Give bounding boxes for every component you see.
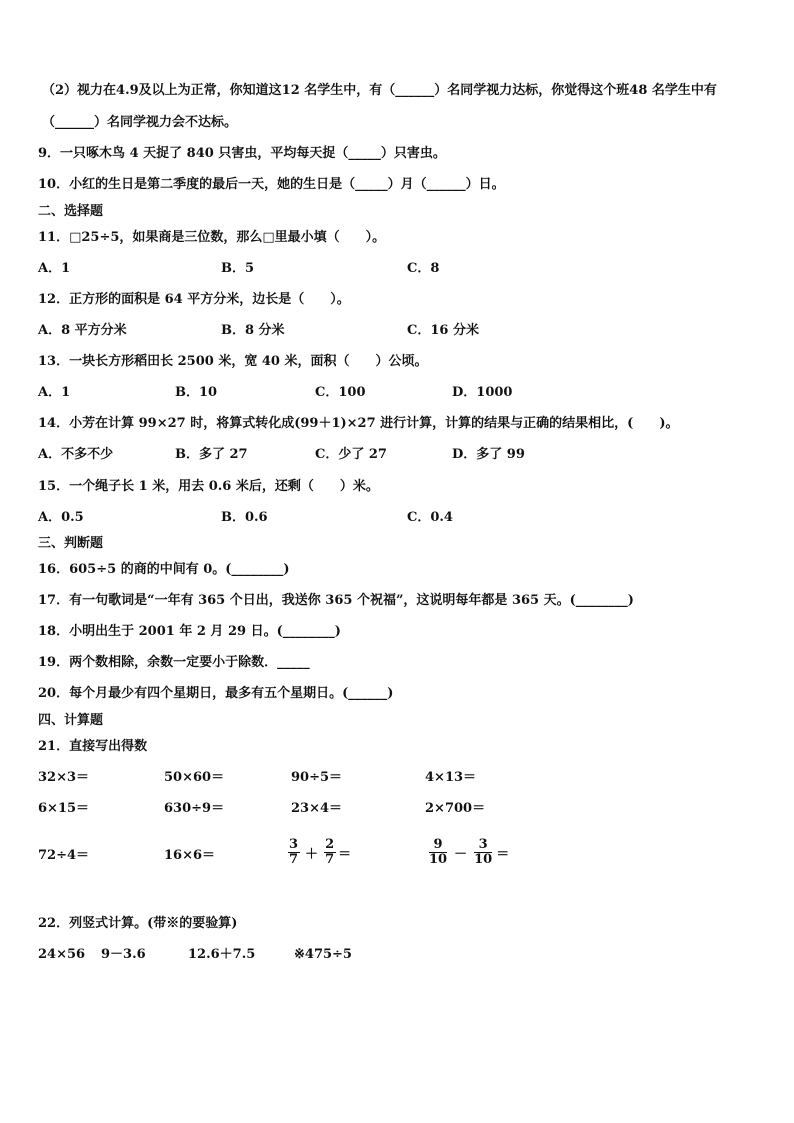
section-calc-heading: 四、计算题	[38, 713, 104, 728]
calc-21-item: 630÷9＝	[164, 801, 225, 816]
calc-21-item: 90÷5＝	[291, 770, 343, 785]
denominator: 7	[289, 852, 299, 867]
q12-option-c: C．16 分米	[407, 323, 479, 338]
calc-21-item: 6×15＝	[38, 801, 90, 816]
q14-option-b: B．多了 27	[175, 447, 248, 462]
q15-option-b: B．0.6	[221, 510, 268, 525]
calc-22-item: 9－3.6	[101, 947, 146, 962]
fraction	[323, 838, 336, 867]
calc-21-item: 23×4＝	[291, 801, 343, 816]
q13-option-c: C．100	[315, 385, 366, 400]
question-11: 11．□25÷5，如果商是三位数，那么□里最小填（ ）。	[38, 230, 386, 245]
section-judge-heading: 三、判断题	[38, 536, 104, 551]
q15-option-a: A．0.5	[38, 510, 84, 525]
calc-21-item: 16×6＝	[164, 848, 216, 863]
calc-21-item: 72÷4＝	[38, 848, 90, 863]
numerator: 3	[478, 837, 488, 852]
calc-21-item: 50×60＝	[164, 770, 225, 785]
q14-option-a: A．不多不少	[38, 447, 114, 462]
denominator: 10	[429, 852, 448, 867]
calc-21-item: 32×3＝	[38, 770, 90, 785]
calc-21-item: 4×13＝	[425, 770, 477, 785]
fraction-expression-1	[285, 838, 351, 867]
section-choice-heading: 二、选择题	[38, 204, 104, 219]
question-19: 19．两个数相除，余数一定要小于除数．_____	[38, 655, 310, 670]
equals-sign: ＝	[338, 847, 352, 862]
fraction	[472, 838, 494, 867]
calc-22-item: 12.6＋7.5	[188, 947, 256, 962]
fraction	[287, 838, 300, 867]
operator: ＋	[305, 847, 319, 862]
question-13: 13．一块长方形稻田长 2500 米，宽 40 米，面积（ ）公顷。	[38, 354, 428, 369]
q13-option-b: B．10	[175, 385, 218, 400]
question-9: 9．一只啄木鸟 4 天捉了 840 只害虫，平均每天捉（_____）只害虫。	[38, 146, 446, 161]
operator: －	[454, 847, 468, 862]
fraction	[427, 838, 449, 867]
question-14: 14．小芳在计算 99×27 时，将算式转化成(99＋1)×27 进行计算，计算的结果与正确的结果相比，( )。	[38, 416, 679, 431]
equals-sign: ＝	[496, 847, 510, 862]
q14-option-d: D．多了 99	[452, 447, 525, 462]
question-18: 18．小明出生于 2001 年 2 月 29 日。(________)	[38, 624, 341, 639]
question-16: 16．605÷5 的商的中间有 0。(________)	[38, 562, 290, 577]
q13-option-d: D．1000	[452, 385, 513, 400]
question-20: 20．每个月最少有四个星期日，最多有五个星期日。(______)	[38, 686, 394, 701]
question-17: 17．有一句歌词是“一年有 365 个日出，我送你 365 个祝福”，这说明每年都是 365 天。(________)	[38, 593, 634, 608]
calc-21-item: 2×700＝	[425, 801, 486, 816]
q12-option-b: B．8 分米	[221, 323, 285, 338]
denominator: 7	[325, 852, 335, 867]
q11-option-c: C．8	[407, 261, 440, 276]
question-12: 12．正方形的面积是 64 平方分米，边长是（ ）。	[38, 292, 350, 307]
calc-22-item: 24×56	[38, 947, 86, 962]
q12-option-a: A．8 平方分米	[38, 323, 127, 338]
question-21: 21．直接写出得数	[38, 739, 148, 754]
calc-22-item: ※475÷5	[294, 947, 352, 962]
question-10: 10．小红的生日是第二季度的最后一天，她的生日是（_____）月（______）日。	[38, 177, 505, 192]
denominator: 10	[474, 852, 493, 867]
q8-part2-line2: （______）名同学视力会不达标。	[42, 115, 238, 130]
fraction-expression-2	[425, 838, 509, 867]
q11-option-a: A．1	[38, 261, 71, 276]
q14-option-c: C．少了 27	[315, 447, 387, 462]
q15-option-c: C．0.4	[407, 510, 453, 525]
question-15: 15．一个绳子长 1 米，用去 0.6 米后，还剩（ ）米。	[38, 479, 379, 494]
numerator: 3	[289, 837, 299, 852]
numerator: 2	[325, 837, 335, 852]
q11-option-b: B．5	[221, 261, 255, 276]
q13-option-a: A．1	[38, 385, 71, 400]
question-22: 22．列竖式计算。(带※的要验算)	[38, 916, 238, 931]
numerator: 9	[433, 837, 443, 852]
q8-part2-line1: （2）视力在4.9及以上为正常，你知道这12 名学生中，有（______）名同学视力达标，你觉得这个班48 名学生中有	[42, 83, 717, 98]
